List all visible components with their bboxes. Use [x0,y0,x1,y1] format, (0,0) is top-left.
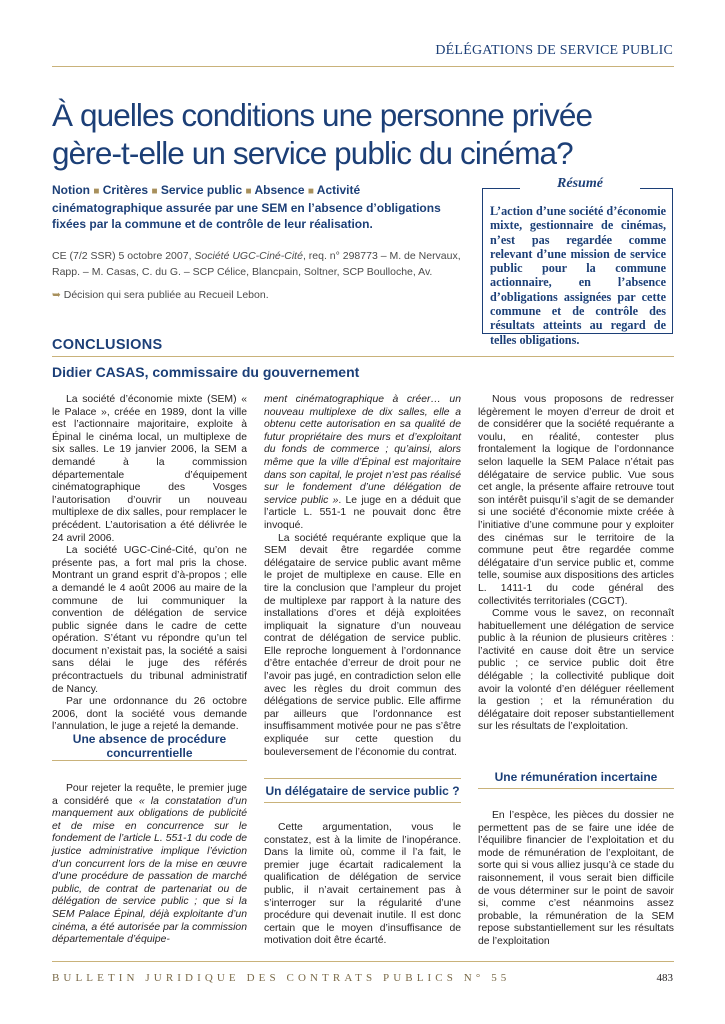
keyword-separator: ■ [93,186,100,197]
subheading-delegataire: Un délégataire de service public ? [265,784,460,798]
text-run: Pour rejeter la requête, le premier juge a considéré que [52,783,247,807]
paragraph: La société requérante explique que la SEM devait être regardée comme délégataire de service public avant même le projet de multiplexe en cause. Elle en tire la conclusion que l’ampleur du projet de multiplexe par rapport à la nature des installations d’ores et déjà exploitées impliquait la signature d’un nouveau contrat de délégation de service public. Elle reproche longuement à l’ordonnance d’être entachée d’erreur de droit pour ne l’avoir pas jugé, en contradiction selon elle avec les règles du droit commun des délégations de service public. Elle affirme par ailleurs que l’ordonnance est insuffisamment motivée pour ne pas s’être expliquée sur cette question du bouleversement de l’économie du contrat. [264,532,461,758]
text-run: . Le juge en a déduit que l’article L. 551-1 ne pouvait donc être invoqué. [264,494,461,531]
conclusions-heading: CONCLUSIONS [52,337,163,353]
title-line-1: À quelles conditions une personne privée [52,97,593,133]
paragraph: Par une ordonnance du 26 octobre 2006, dont la société vous demande l’annulation, le juge a rejeté la demande. [52,696,247,733]
paragraph: En l’espèce, les pièces du dossier ne permettent pas de se faire une idée de l’équilibre financier de l’exploitation et du mode de rémunération de l’exploitant, de sorte qui si vous alliez jusqu’à ce stade du raisonnement, il vous serait bien difficile de vous déterminer sur le point de savoir si, comme c’est néanmoins assez probable, la rémunération de la SEM repose substantiellement sur les résultats de l’exploitation [478,810,674,947]
paragraph: Cette argumentation, vous le constatez, est à la limite de l’inopérance. Dans la limite où, comme il l’a fait, le premier juge écartait radicalement la qualification de délégation de service public, il n’avait certainement pas à s’interroger sur la régularité d’une procédure qui devenait inutile. Il est donc certain que le moyen d’insuffisance de motivation doit être écarté. [264,822,461,947]
subheading-divider [478,788,674,789]
subheading-divider [264,802,461,803]
citation-prefix: CE (7/2 SSR) 5 octobre 2007, [52,250,195,262]
subheading-remuneration: Une rémunération incertaine [494,770,658,784]
keyword: Critères [102,183,149,197]
case-citation [52,248,464,280]
case-name: Société UGC-Ciné-Cité [194,250,303,262]
column-3-continued [478,810,674,949]
column-3 [478,394,674,734]
title-line-2: gère-t-elle un service public du cinéma? [52,135,573,171]
column-2-continued [264,822,461,948]
citation-suffix: , req. n° 298773 – M. de Nervaux, Rapp. – M. Casas, C. du G. – SCP Célice, Blancpain, Soltner, SCP Boulloche, Av. [52,250,461,278]
summary-title: Résumé [520,176,640,192]
quotation: ment cinématographique à créer… un nouveau multiplexe de dix salles, elle a obtenu cette autorisation en sa qualité de futur propriétaire des murs et d’exploitant du fonds de commerce ; qu’ainsi, alors même que la ville d’Épinal est majoritaire dans son capital, le projet n’est pas réalisé sur le fondement d’une délégation de service public » [264,394,461,506]
paragraph: Nous vous proposons de redresser légèrement le moyen d’erreur de droit et de considérer que la société requérante a voulu, en réalité, contester plus frontalement la logique de l’ordonnance selon laquelle la SEM Palace n’était pas délégataire de service public. Vue sous cet angle, la présente affaire retrouve tout son intérêt puisqu’il s’agit de se demander si une société d’économie mixte créée à l’initiative d’une commune pour y exploiter des cinémas sur le territoire de la commune peut être regardée comme délégataire d’un service public et, comme telle, soumise aux dispositions des articles L. 1411-1 du code général des collectivités territoriales (CGCT). [478,394,674,607]
subheading-divider [52,760,247,761]
section-label: DÉLÉGATIONS DE SERVICE PUBLIC [435,43,673,58]
page-title [52,96,662,172]
paragraph [52,783,247,947]
decision-text: Décision qui sera publiée au Recueil Lebon. [63,289,269,301]
keywords [52,182,462,232]
arrow-icon: ➥ [52,289,61,301]
paragraph: La société d’économie mixte (SEM) « le Palace », créée en 1989, dont la ville est l’actionnaire majoritaire, exploite à Épinal le cinéma local, un multiplexe de six salles. Le 19 janvier 2006, la SEM a demandé à la commission départementale d’équipement cinématographique des Vosges l’autorisation d’ouvrir un nouveau multiplexe de dix salles, pour remplacer le précédent. L’autorisation a été délivrée le 24 avril 2006. [52,394,247,544]
page-number: 483 [656,972,673,984]
journal-footer: BULLETIN JURIDIQUE DES CONTRATS PUBLICS N° 55 [52,972,511,984]
keyword: Service public [160,183,243,197]
paragraph: Comme vous le savez, on reconnaît habituellement une délégation de service public à la réunion de plusieurs critères : l’activité en cause doit être un service public ; ce service public doit être délégable ; la collectivité publique doit avoir la volonté d’en déléguer réellement la gestion ; et la rémunération du délégataire doit reposer substantiellement sur les résultats de l’exploitation. [478,608,674,733]
column-2 [264,394,461,759]
author-line: Didier CASAS, commissaire du gouvernement [52,364,360,380]
conclusions-divider [52,356,674,357]
keyword: Notion [52,183,90,197]
column-1-continued [52,783,247,947]
quotation: « la constatation d’un manquement aux obligations de publicité et de mise en concurrence sur le fondement de l’article L. 551-1 du code de justice administrative implique l’éviction d’un concurrent lors de la mise en œuvre d’une procédure de passation de marché public, de contrat de partenariat ou de délégation de service public ; que si la SEM Palace Épinal, déjà exploitante d’un cinéma, a été autorisée par la commission départementale d’équipe- [52,795,247,946]
publication-note [52,287,269,303]
summary-text: L’action d’une société d’économie mixte, gestionnaire de cinémas, n’est pas regardée comme relevant d’une mission de service public pour la commune actionnaire, en l’absence d’obligations assignées par cette commune et de contrôle des résultats atteints au regard de telles obligations. [490,204,666,347]
keyword: Absence [254,183,305,197]
subheading-divider [264,778,461,779]
keyword-separator: ■ [151,186,158,197]
column-1 [52,394,247,734]
keyword-separator: ■ [307,186,314,197]
paragraph: La société UGC-Ciné-Cité, qu’on ne présente pas, a fort mal pris la chose. Montrant un grand esprit d’à-propos ; elle a demandé le 4 août 2006 au maire de la commune de lui communiquer la convention de délégation de service public signée dans le cadre de cette opération. S’étant vu répondre qu’un tel document n’existait pas, la société a saisi sans délai le juge des référés précontractuels du tribunal administratif de Nancy. [52,545,247,695]
header-divider [52,66,674,67]
keyword-separator: ■ [245,186,252,197]
subheading-procedure: Une absence de procédure concurrentielle [72,732,227,760]
footer-divider [52,961,674,962]
keyword: Activité cinématographique assurée par une SEM en l’absence d’obligations fixées par la commune et de contrôle de leur réalisation. [52,183,441,231]
paragraph [264,394,461,533]
